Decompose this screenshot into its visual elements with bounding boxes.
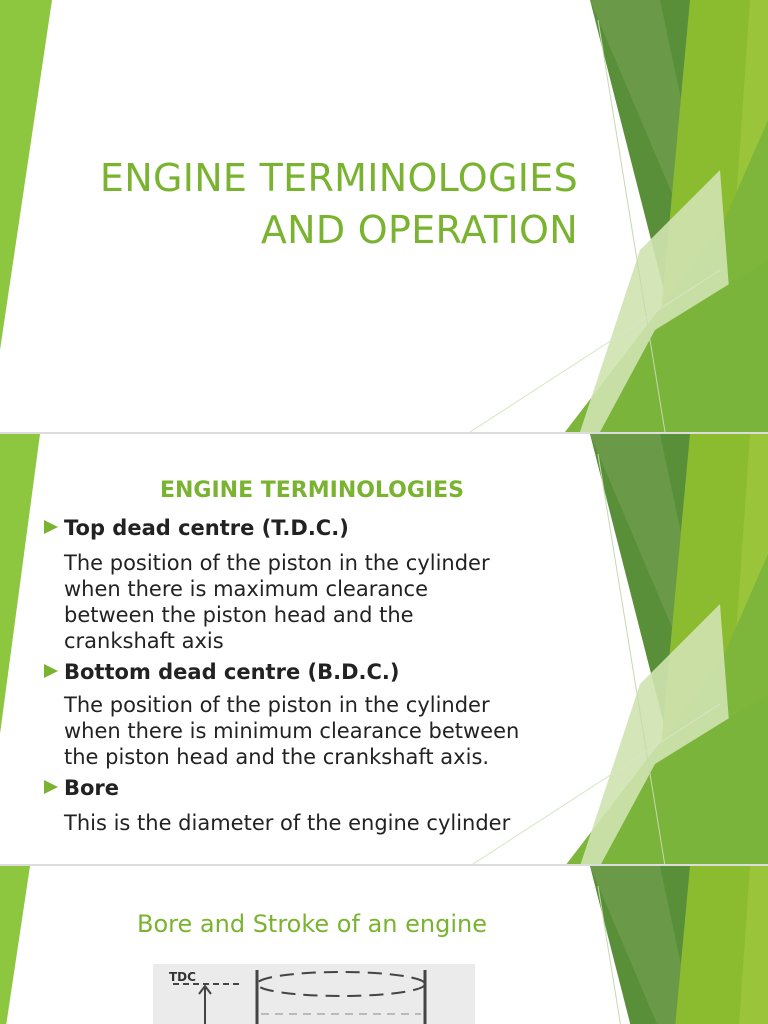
term-label: Bottom dead centre (B.D.C.): [64, 660, 400, 684]
description-line: between the piston head and the: [64, 603, 414, 627]
title-line-2: AND OPERATION: [260, 208, 578, 252]
description-line: This is the diameter of the engine cylinder: [64, 811, 511, 835]
title-line-1: ENGINE TERMINOLOGIES: [99, 156, 578, 200]
description-line: when there is maximum clearance: [64, 577, 429, 601]
term-bore: [44, 776, 119, 800]
bullet-arrow-icon: [44, 520, 58, 534]
term-tdc: [44, 516, 349, 540]
slide-title: [100, 152, 578, 256]
term-label: Bore: [64, 776, 120, 800]
bore-stroke-slide: [0, 866, 768, 1024]
description-line: The position of the piston in the cylinder: [64, 551, 490, 575]
section-heading: ENGINE TERMINOLOGIES: [159, 478, 464, 503]
title-slide: [0, 0, 768, 432]
description-line: when there is minimum clearance between: [64, 719, 520, 743]
bore-stroke-diagram: [153, 964, 475, 1024]
term-bdc: [44, 660, 400, 684]
cylinder-diagram-icon: [153, 964, 475, 1024]
section-heading: Bore and Stroke of an engine: [137, 910, 487, 938]
tdc-label: TDC: [169, 970, 196, 984]
description-line: The position of the piston in the cylinder: [64, 693, 490, 717]
bullet-arrow-icon: [44, 664, 58, 678]
description-line: the piston head and the crankshaft axis.: [64, 745, 490, 769]
terminologies-slide: [0, 434, 768, 864]
description-line: crankshaft axis: [64, 629, 224, 653]
term-label: Top dead centre (T.D.C.): [64, 516, 349, 540]
term-tdc-description: [64, 550, 490, 654]
term-bdc-description: [64, 692, 519, 770]
term-bore-description: [64, 810, 510, 836]
bullet-arrow-icon: [44, 780, 58, 794]
